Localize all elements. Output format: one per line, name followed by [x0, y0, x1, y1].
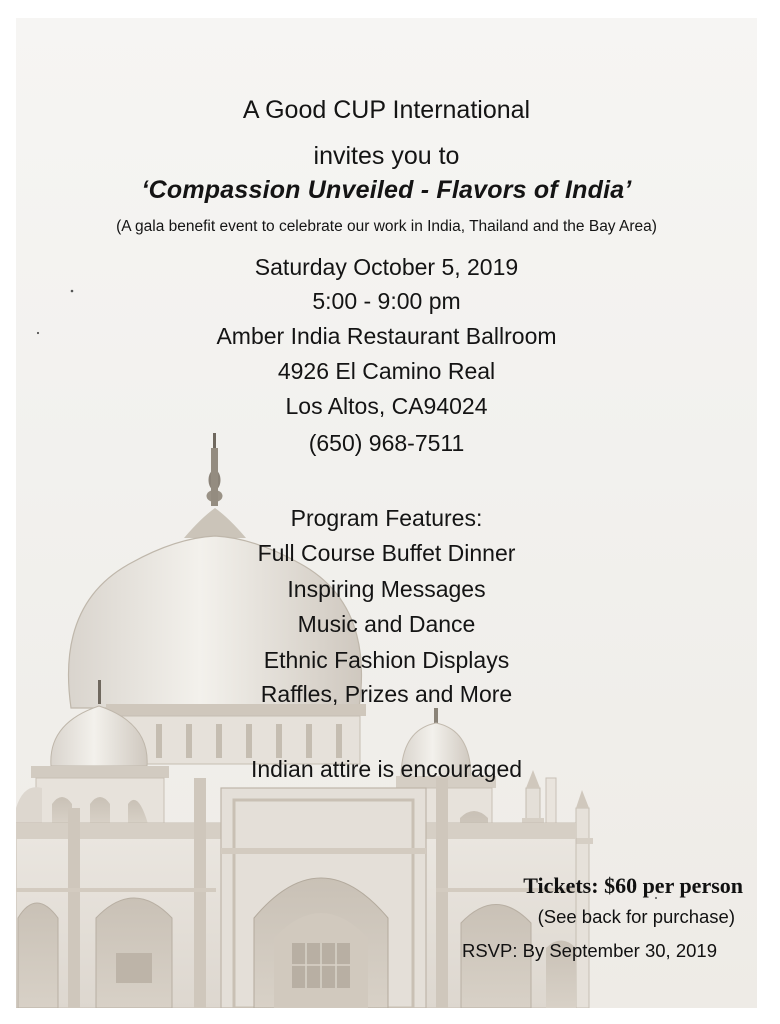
program-item: Music and Dance: [297, 611, 476, 637]
rsvp-deadline: RSVP: By September 30, 2019: [461, 940, 717, 961]
invite-line: invites you to: [313, 142, 460, 170]
venue-city: Los Altos, CA94024: [285, 393, 488, 419]
attire-note: Indian attire is encouraged: [250, 756, 523, 782]
purchase-note: (See back for purchase): [537, 906, 735, 927]
program-item: Full Course Buffet Dinner: [257, 540, 516, 566]
event-title: ‘Compassion Unveiled - Flavors of India’: [141, 176, 632, 204]
venue-name: Amber India Restaurant Ballroom: [216, 323, 557, 349]
program-item: Raffles, Prizes and More: [260, 681, 513, 707]
program-item: Inspiring Messages: [287, 576, 486, 602]
program-heading: Program Features:: [290, 505, 483, 531]
ticket-price: Tickets: $60 per person: [523, 873, 743, 898]
organization-name: A Good CUP International: [242, 96, 531, 124]
event-time: 5:00 - 9:00 pm: [312, 288, 461, 314]
venue-street: 4926 El Camino Real: [277, 358, 496, 384]
event-subtitle: (A gala benefit event to celebrate our work in India, Thailand and the Bay Area): [116, 218, 657, 235]
event-date: Saturday October 5, 2019: [254, 254, 519, 280]
venue-phone: (650) 968-7511: [308, 430, 465, 456]
invitation-flyer: [16, 18, 757, 1008]
program-item: Ethnic Fashion Displays: [263, 647, 510, 673]
